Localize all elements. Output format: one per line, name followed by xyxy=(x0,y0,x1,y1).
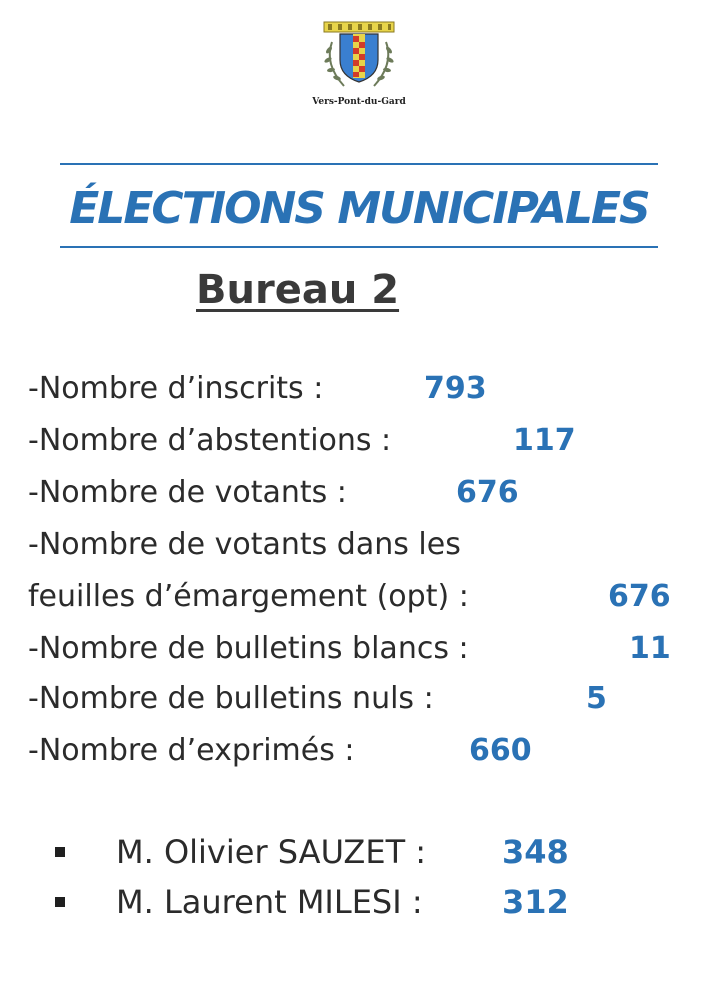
town-caption: Vers-Pont-du-Gard xyxy=(312,97,406,107)
abstentions-value: 117 xyxy=(513,423,576,458)
coat-of-arms-icon xyxy=(318,20,400,92)
bottom-divider xyxy=(60,246,658,248)
emargement-label-line2: feuilles d’émargement (opt) : xyxy=(28,579,469,614)
bureau-heading: Bureau 2 xyxy=(196,267,400,313)
candidate-name: M. Laurent MILESI : xyxy=(116,883,423,921)
top-divider xyxy=(60,163,658,165)
candidate-name: M. Olivier SAUZET : xyxy=(116,833,427,871)
blancs-value: 11 xyxy=(629,631,671,666)
bullet-icon xyxy=(55,847,65,857)
candidate-votes: 312 xyxy=(502,883,569,921)
votants-value: 676 xyxy=(456,475,519,510)
emargement-label-line1: -Nombre de votants dans les xyxy=(28,527,461,562)
exprimes-label: -Nombre d’exprimés : xyxy=(28,733,355,768)
inscrits-label: -Nombre d’inscrits : xyxy=(28,371,324,406)
nuls-value: 5 xyxy=(586,681,607,716)
exprimes-value: 660 xyxy=(469,733,532,768)
abstentions-label: -Nombre d’abstentions : xyxy=(28,423,392,458)
inscrits-value: 793 xyxy=(424,371,487,406)
votants-label: -Nombre de votants : xyxy=(28,475,347,510)
emargement-value: 676 xyxy=(608,579,671,614)
candidate-votes: 348 xyxy=(502,833,569,871)
bullet-icon xyxy=(55,897,65,907)
blancs-label: -Nombre de bulletins blancs : xyxy=(28,631,469,666)
page-title: ÉLECTIONS MUNICIPALES xyxy=(69,183,649,234)
nuls-label: -Nombre de bulletins nuls : xyxy=(28,681,434,716)
